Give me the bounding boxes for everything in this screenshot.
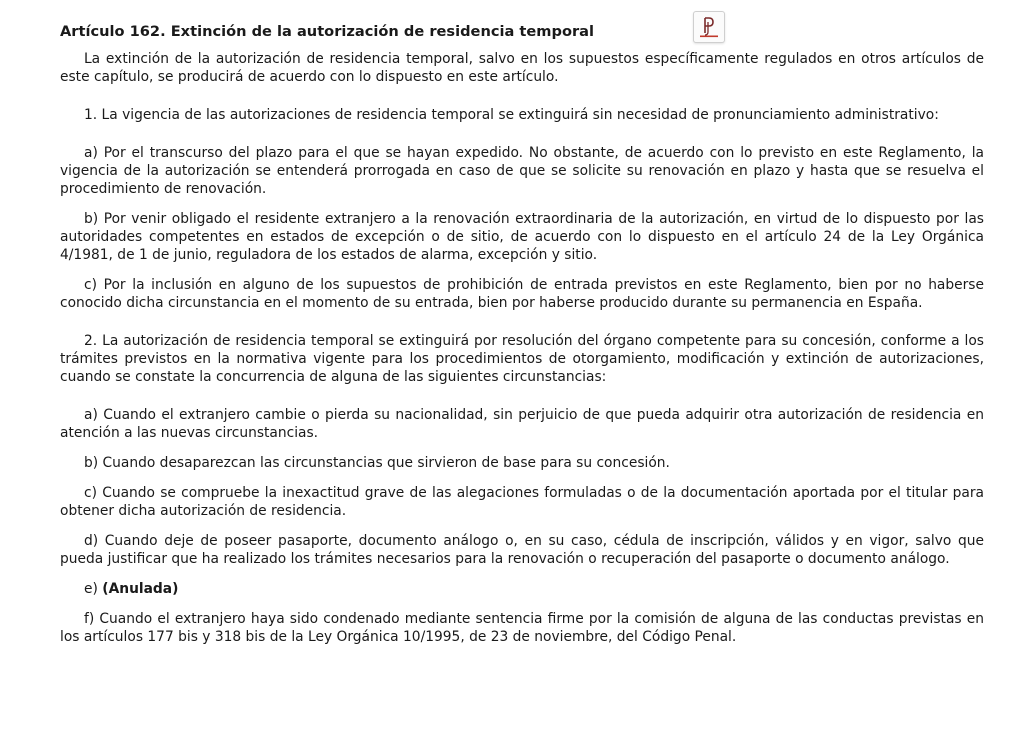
section-2-item-f: f) Cuando el extranjero haya sido condenado mediante sentencia firme por la comisión de alguna de las conductas previstas en los artículos 177 bis y 318 bis de la Ley Orgánica 10/1995, de 23 de noviembre, del Código Penal. bbox=[60, 611, 984, 645]
section-1-item-b: b) Por venir obligado el residente extranjero a la renovación extraordinaria de la autorización, en virtud de lo dispuesto por las autoridades competentes en estados de excepción o de sitio, de acuerdo con lo dispuesto en el artículo 24 de la Ley Orgánica 4/1981, de 1 de junio, reguladora de los estados de alarma, excepción y sitio. bbox=[60, 211, 984, 263]
section-2-item-d: d) Cuando deje de poseer pasaporte, documento análogo o, en su caso, cédula de inscripción, válidos y en vigor, salvo que pueda justificar que ha realizado los trámites necesarios para la renovación o recuperación del pasaporte o documento análogo. bbox=[60, 533, 984, 567]
item-e-label: e) bbox=[84, 581, 98, 597]
article-title: Artículo 162. Extinción de la autorización de residencia temporal bbox=[60, 23, 595, 40]
section-2-item-e bbox=[60, 580, 984, 598]
document-pdf-icon[interactable] bbox=[693, 11, 725, 43]
article-header bbox=[60, 20, 984, 44]
section-2-item-b: b) Cuando desaparezcan las circunstancias que sirvieron de base para su concesión. bbox=[84, 455, 670, 471]
article-content bbox=[60, 20, 984, 646]
intro-paragraph: La extinción de la autorización de residencia temporal, salvo en los supuestos específicamente regulados en otros artículos de este capítulo, se producirá de acuerdo con lo dispuesto en este artículo. bbox=[60, 51, 984, 85]
item-e-annulled-status: (Anulada) bbox=[102, 581, 179, 597]
section-2-item-c: c) Cuando se compruebe la inexactitud grave de las alegaciones formuladas o de la documentación aportada por el titular para obtener dicha autorización de residencia. bbox=[60, 485, 984, 519]
section-2-paragraph: 2. La autorización de residencia temporal se extinguirá por resolución del órgano competente para su concesión, conforme a los trámites previstos en la normativa vigente para los procedimientos de otorgamiento, modificación y extinción de autorizaciones, cuando se constate la concurrencia de alguna de las siguientes circunstancias: bbox=[60, 333, 984, 385]
section-2-item-a: a) Cuando el extranjero cambie o pierda su nacionalidad, sin perjuicio de que pueda adquirir otra autorización de residencia en atención a las nuevas circunstancias. bbox=[60, 407, 984, 441]
section-1-item-c: c) Por la inclusión en alguno de los supuestos de prohibición de entrada previstos en este Reglamento, bien por no haberse conocido dicha circunstancia en el momento de su entrada, bien por haberse producido durante su permanencia en España. bbox=[60, 277, 984, 311]
section-1-item-a: a) Por el transcurso del plazo para el que se hayan expedido. No obstante, de acuerdo con lo previsto en este Reglamento, la vigencia de la autorización se entenderá prorrogada en caso de que se solicite su renovación en plazo y hasta que se resuelva el procedimiento de renovación. bbox=[60, 145, 984, 197]
section-1-paragraph: 1. La vigencia de las autorizaciones de residencia temporal se extinguirá sin necesidad de pronunciamiento administrativo: bbox=[84, 107, 939, 123]
document-pdf-icon-graphic bbox=[694, 12, 724, 42]
